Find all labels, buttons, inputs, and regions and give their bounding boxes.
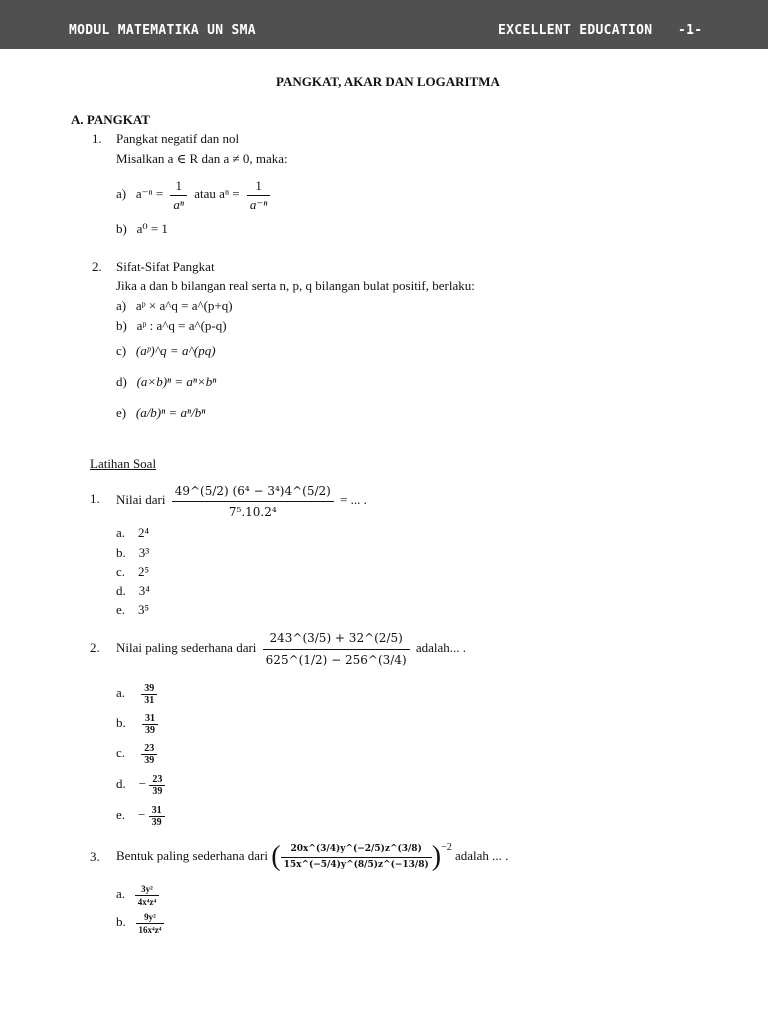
question-1: Nilai dari $\frac{\text{49\textasciicircum{}(5/2) (6⁴ − 3⁴)4\textasciicircum{}(5/2)}}{\text{7⁵.10.2⁴}}$ = ... . xyxy=(116,478,367,522)
rule-label: a) xyxy=(116,186,127,201)
fraction: $\frac{243\^{}(3/5) + 32\^{}(2/5)}{625\^{}(1/2) - 256\^{}(3/4)}$ xyxy=(263,628,410,671)
fraction: $\frac{\text{49\textasciicircum{}(5/2) (6⁴ − 3⁴)4\textasciicircum{}(5/2)}}{\text{7⁵.10.2⁴}}$ xyxy=(172,481,334,522)
question-3: Bentuk paling sederhana dari ( $\frac{20x\^{}(3/4)y\^{}(-2/5)z\^{}(3/8)}{15x\^{}(-5/4)y\^{}(8/5)z\^{}(-13/8)}$ )$^{-2}$ adalah ... . xyxy=(116,841,509,873)
answer-option[interactable]: e. 3⁵ xyxy=(116,602,150,617)
question-number: 3. xyxy=(90,849,100,864)
answer-option[interactable]: c. 2⁵ xyxy=(116,564,150,579)
answer-option[interactable]: b. $\frac{\text{9y²}}{\text{16x⁴z⁴}}$ xyxy=(116,908,164,936)
answer-option[interactable]: a. 2⁴ xyxy=(116,525,150,540)
item-intro: Misalkan a ∈ R dan a ≠ 0, maka: xyxy=(116,151,288,166)
answer-option[interactable]: a. $\frac{\text{3y²}}{\text{4x⁴z⁴}}$ xyxy=(116,880,159,908)
left-paren: ( xyxy=(271,841,281,873)
item-title: Sifat-Sifat Pangkat xyxy=(116,259,215,274)
fraction: $\frac{23}{39}$ xyxy=(149,774,165,797)
fraction: $\frac{31}{39}$ xyxy=(149,805,165,828)
rule-zero-exponent: b) a⁰ = 1 xyxy=(116,221,168,236)
fraction: $\frac{1}{\text{a⁻ⁿ}}$ xyxy=(247,177,270,214)
section-heading: A. PANGKAT xyxy=(71,112,150,127)
outer-exponent: −2 xyxy=(441,842,452,853)
property-rule: d) (a×b)ⁿ = aⁿ×bⁿ xyxy=(116,374,217,389)
property-rule: e) (a/b)ⁿ = aⁿ/bⁿ xyxy=(116,405,206,420)
answer-option[interactable]: d. 3⁴ xyxy=(116,583,150,598)
fraction: $\frac{20x\^{}(3/4)y\^{}(-2/5)z\^{}(3/8)}{15x\^{}(-5/4)y\^{}(8/5)z\^{}(-13/8)}$ xyxy=(281,842,432,873)
property-rule: a) aᵖ × a^q = a^(p+q) xyxy=(116,298,233,313)
item-title: Pangkat negatif dan nol xyxy=(116,131,240,146)
property-rule: b) aᵖ : a^q = a^(p-q) xyxy=(116,318,227,333)
fraction: $\frac{23}{39}$ xyxy=(141,743,157,766)
answer-option[interactable]: e. − $\frac{31}{39}$ xyxy=(116,802,165,828)
question-2: Nilai paling sederhana dari $\frac{243\^{}(3/5) + 32\^{}(2/5)}{625\^{}(1/2) - 256\^{}(3/4)}$ adalah... . xyxy=(116,625,466,671)
answer-option[interactable]: b. $\frac{31}{39}$ xyxy=(116,710,158,736)
answer-option[interactable]: d. − $\frac{23}{39}$ xyxy=(116,771,165,797)
right-paren: ) xyxy=(431,841,442,873)
question-number: 1. xyxy=(90,491,100,506)
exercise-heading: Latihan Soal xyxy=(90,456,157,471)
document-title: PANGKAT, AKAR DAN LOGARITMA xyxy=(276,74,500,89)
rule-lhs: a⁻ⁿ = xyxy=(135,186,164,201)
fraction: $\frac{31}{39}$ xyxy=(142,713,158,736)
fraction: $\frac{1}{\text{aⁿ}}$ xyxy=(170,177,187,214)
question-number: 2. xyxy=(90,640,100,655)
page-number: -1- xyxy=(678,23,703,38)
page-header xyxy=(0,0,768,49)
answer-option[interactable]: c. $\frac{23}{39}$ xyxy=(116,740,157,766)
rule-mid: atau aⁿ = xyxy=(194,186,240,201)
item-number: 1. xyxy=(92,131,102,146)
property-rule: c) (aᵖ)^q = a^(pq) xyxy=(116,343,216,358)
answer-option[interactable]: a. $\frac{39}{31}$ xyxy=(116,680,157,706)
fraction: $\frac{\text{3y²}}{\text{4x⁴z⁴}}$ xyxy=(135,883,159,908)
item-number: 2. xyxy=(92,259,102,274)
fraction: $\frac{39}{31}$ xyxy=(141,683,157,706)
header-module-title: MODUL MATEMATIKA UN SMA xyxy=(69,23,256,38)
item-intro: Jika a dan b bilangan real serta n, p, q bilangan bulat positif, berlaku: xyxy=(116,278,475,293)
fraction: $\frac{\text{9y²}}{\text{16x⁴z⁴}}$ xyxy=(136,911,165,936)
rule-negative-exponent xyxy=(116,172,274,216)
answer-option[interactable]: b. 3³ xyxy=(116,545,150,560)
header-publisher: EXCELLENT EDUCATION xyxy=(498,23,653,38)
